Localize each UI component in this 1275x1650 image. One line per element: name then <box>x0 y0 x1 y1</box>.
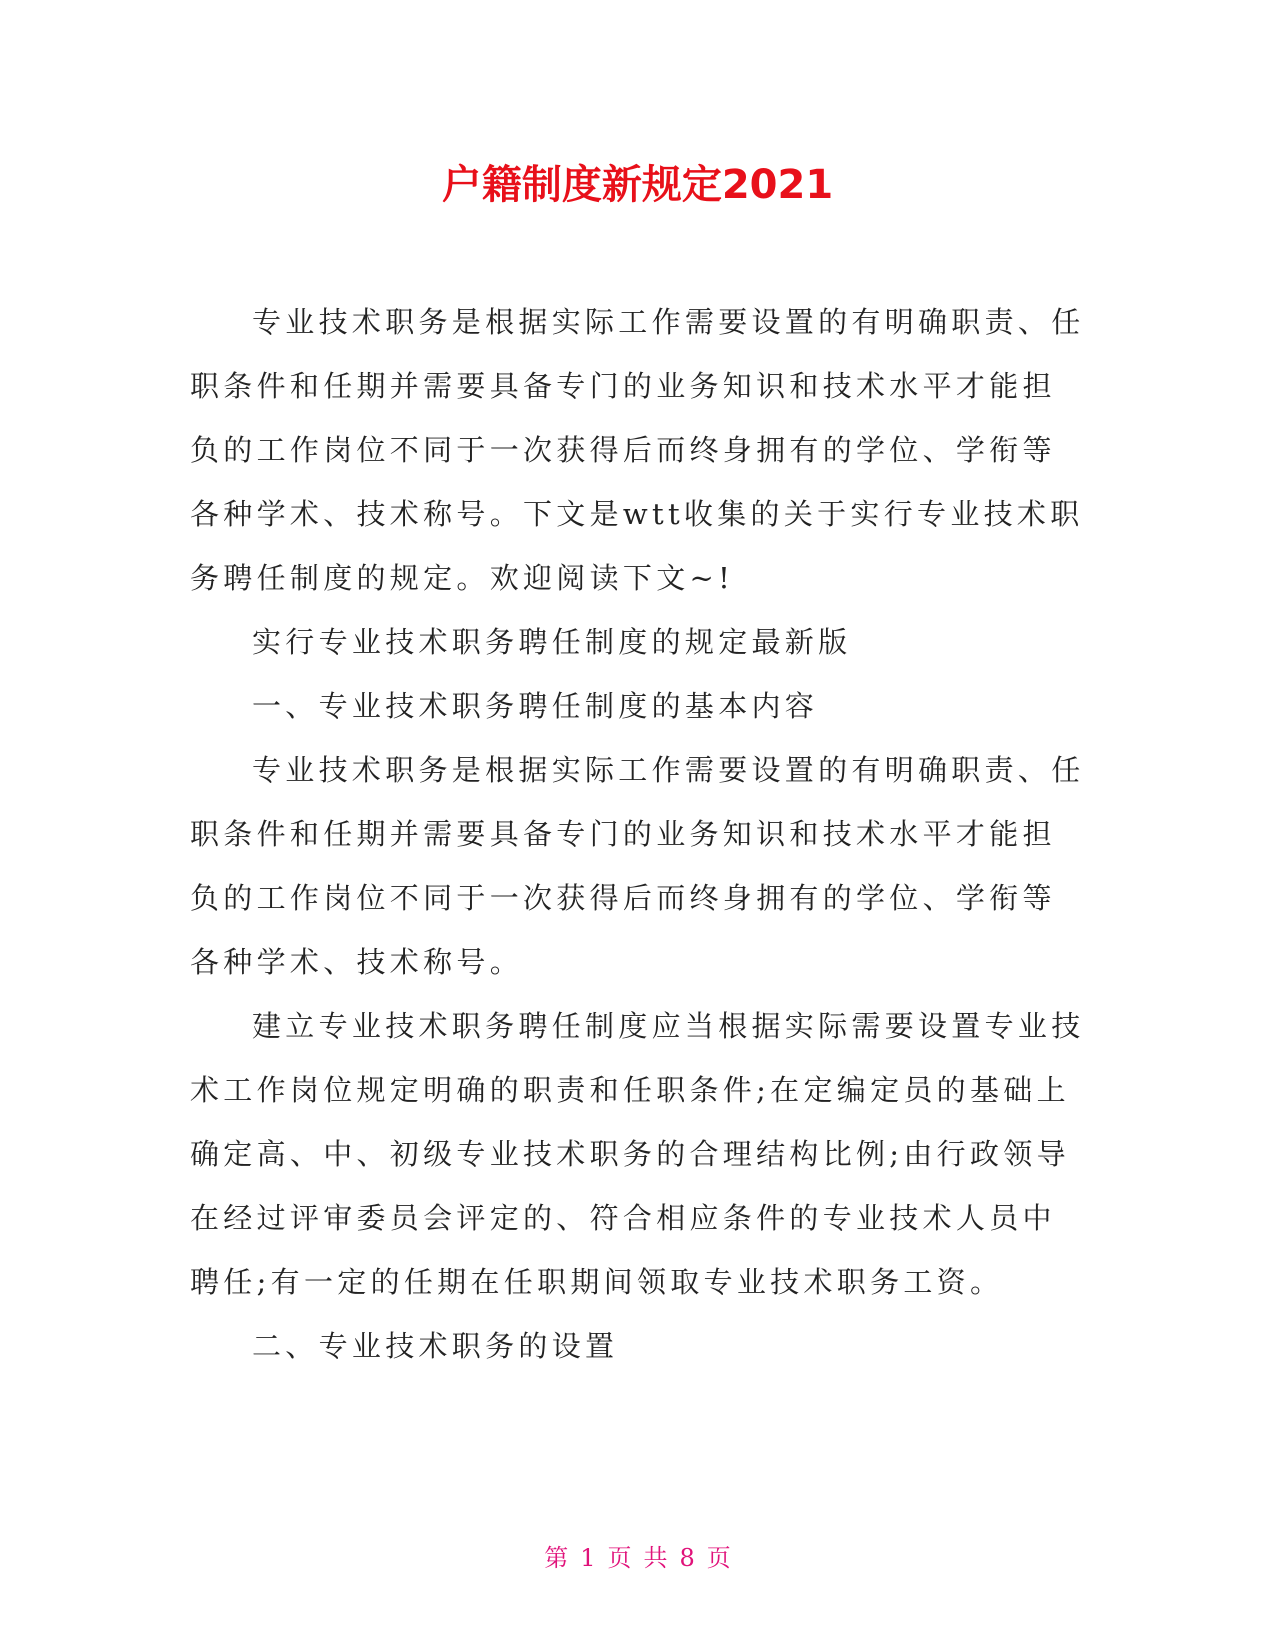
document-title: 户籍制度新规定2021 <box>441 162 834 208</box>
document-body <box>190 290 1085 1378</box>
paragraph-intro: 专业技术职务是根据实际工作需要设置的有明确职责、任职条件和任期并需要具备专门的业务知识和技术水平才能担负的工作岗位不同于一次获得后而终身拥有的学位、学衔等各种学术、技术称号。下文是wtt收集的关于实行专业技术职务聘任制度的规定。欢迎阅读下文~! <box>190 305 1085 595</box>
paragraph-definition: 专业技术职务是根据实际工作需要设置的有明确职责、任职条件和任期并需要具备专门的业务知识和技术水平才能担负的工作岗位不同于一次获得后而终身拥有的学位、学衔等各种学术、技术称号。 <box>190 753 1085 979</box>
footer-current-page: 1 <box>580 1544 596 1572</box>
footer-prefix: 第 <box>544 1544 569 1572</box>
footer-page-label: 页 <box>607 1544 632 1572</box>
section-heading-1: 一、专业技术职务聘任制度的基本内容 <box>252 689 819 723</box>
footer-suffix: 页 <box>706 1544 731 1572</box>
footer-total-pages: 8 <box>679 1544 695 1572</box>
footer-total-label: 共 <box>643 1544 668 1572</box>
section-heading-2: 二、专业技术职务的设置 <box>252 1329 619 1363</box>
paragraph-establishment: 建立专业技术职务聘任制度应当根据实际需要设置专业技术工作岗位规定明确的职责和任职条件;在定编定员的基础上确定高、中、初级专业技术职务的合理结构比例;由行政领导在经过评审委员会评定的、符合相应条件的专业技术人员中聘任;有一定的任期在任职期间领取专业技术职务工资。 <box>190 1009 1085 1299</box>
paragraph-subtitle: 实行专业技术职务聘任制度的规定最新版 <box>252 625 852 659</box>
page-footer <box>0 1538 1275 1573</box>
